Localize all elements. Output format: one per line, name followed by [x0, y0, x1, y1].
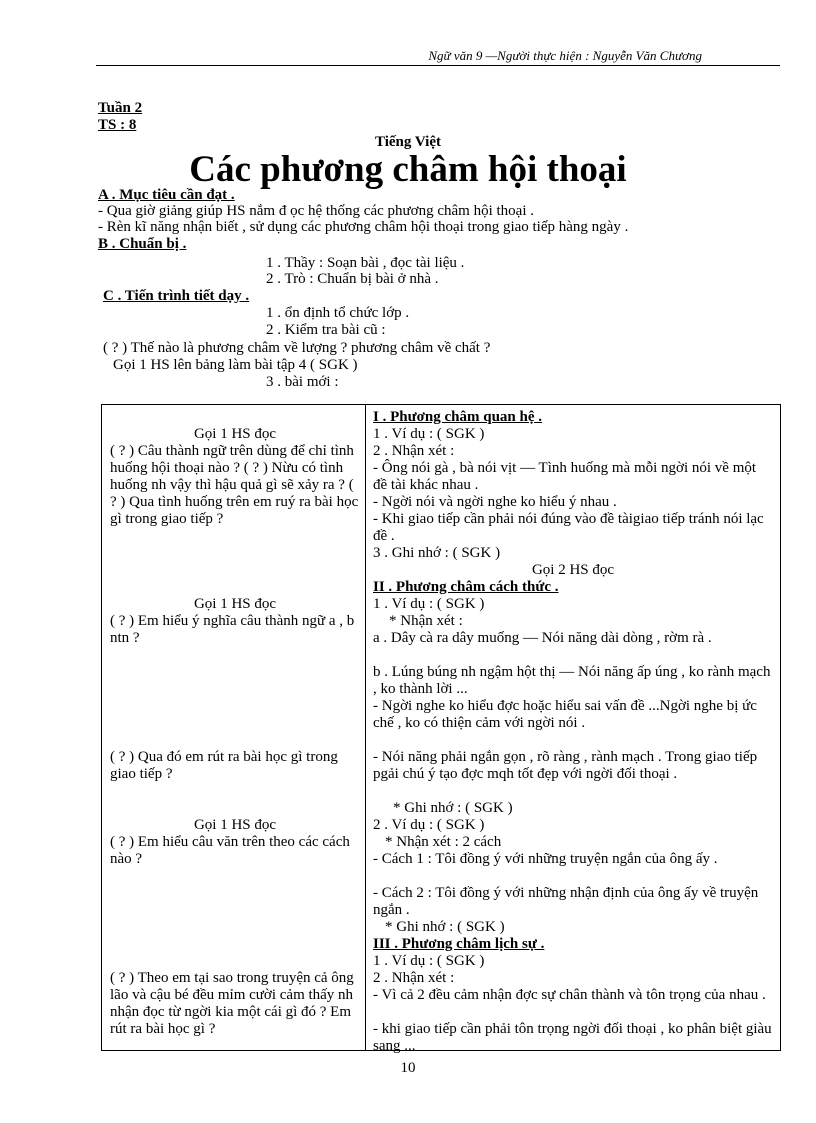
section-c-heading: C . Tiến trình tiết dạy . [103, 288, 250, 304]
right-line: * Ghi nhớ : ( SGK ) [385, 919, 505, 935]
right-line: - Ông nói gà , bà nói vịt — Tình huống mà mỗi ngời nói về một đề tài khác nhau . [373, 460, 757, 493]
right-line: - Nói năng phải ngắn gọn , rõ ràng , rành mạch . Trong giao tiếp pgải chú ý tạo đợc mqh tốt đẹp với ngời đối thoại . [373, 749, 758, 782]
column-divider [365, 405, 366, 1050]
left-question-4: ( ? ) Em hiểu câu văn trên theo các cách nào ? [110, 834, 350, 867]
principle-manner-heading: II . Phương châm cách thức . [373, 579, 559, 595]
left-question-1: ( ? ) Câu thành ngữ trên dùng để chỉ tình huống hội thoại nào ? ( ? ) Nừu có tình huống nh vậy thì hậu quả gì sẽ xảy ra ? ( ? ) Qua tình huống trên em ruý ra bài học gì trong giao tiếp ? [110, 443, 359, 527]
right-line: 3 . Ghi nhớ : ( SGK ) [373, 545, 501, 561]
left-call-2: Gọi 1 HS đọc [193, 596, 277, 612]
section-a-line-2: - Rèn kĩ năng nhận biết , sử dụng các phương châm hội thoại trong giao tiếp hàng ngày . [98, 219, 629, 235]
review-question: ( ? ) Thế nào là phương châm về lượng ? phương châm về chất ? [103, 340, 491, 356]
right-line: a . Dây cà ra dây muống — Nói năng dài dòng , rờm rà . [373, 630, 712, 646]
right-line: 2 . Nhận xét : [373, 443, 455, 459]
page-number: 10 [400, 1060, 416, 1076]
section-b-line-2: 2 . Trò : Chuẩn bị bài ở nhà . [266, 271, 439, 287]
right-line: - Cách 1 : Tôi đồng ý với những truyện ngắn của ông ấy . [373, 851, 718, 867]
lesson-label: TS : 8 [98, 117, 137, 133]
right-line: - Ngời nghe ko hiểu đợc hoặc hiểu sai vấn đề ...Ngời nghe bị ức chế , ko có thiện cảm với ngời nói . [373, 698, 757, 731]
page-title: Các phương châm hội thoại [189, 149, 627, 190]
left-question-3: ( ? ) Qua đó em rút ra bài học gì trong giao tiếp ? [110, 749, 338, 782]
new-lesson-label: 3 . bài mới : [266, 374, 339, 390]
right-line: - khi giao tiếp cần phải tôn trọng ngời đối thoại , ko phân biệt giàu sang ... [373, 1021, 772, 1054]
week-label: Tuần 2 [98, 100, 143, 116]
right-line: 1 . Ví dụ : ( SGK ) [373, 953, 485, 969]
principle-relation-heading: I . Phương châm quan hệ . [373, 409, 543, 425]
right-line: 1 . Ví dụ : ( SGK ) [373, 596, 485, 612]
right-line: b . Lúng búng nh ngậm hột thị — Nói năng ấp úng , ko rành mạch , ko thành lời ... [373, 664, 771, 697]
header-text: Ngữ văn 9 —Người thực hiện : Nguyễn Văn Chương [428, 48, 702, 63]
subject-heading: Tiếng Việt [375, 134, 441, 150]
section-c-line-1: 1 . ổn định tổ chức lớp . [266, 305, 410, 321]
right-line: 1 . Ví dụ : ( SGK ) [373, 426, 485, 442]
left-question-2: ( ? ) Em hiểu ý nghĩa câu thành ngữ a , b ntn ? [110, 613, 355, 646]
lesson-table [101, 404, 781, 1054]
left-question-5: ( ? ) Theo em tại sao trong truyện cả ông lão và cậu bé đều mỉm cười cảm thấy nh nhận đọc từ ngời kia một cái gì đó ? Em rút ra bài học gì ? [110, 970, 354, 1037]
right-line: * Ghi nhớ : ( SGK ) [393, 800, 513, 816]
right-line: - Khi giao tiếp cần phải nói đúng vào đề tàigiao tiếp tránh nói lạc đề . [373, 511, 764, 544]
left-call-3: Gọi 1 HS đọc [193, 817, 277, 833]
section-b-heading: B . Chuẩn bị . [98, 236, 187, 252]
section-a-heading: A . Mục tiêu cần đạt . [98, 187, 235, 203]
right-line: 2 . Ví dụ : ( SGK ) [373, 817, 485, 833]
right-line: * Nhận xét : 2 cách [385, 834, 502, 850]
section-b-line-1: 1 . Thầy : Soạn bài , đọc tài liệu . [266, 255, 465, 271]
left-call-1: Gọi 1 HS đọc [193, 426, 277, 442]
right-line: - Cách 2 : Tôi đồng ý với những nhận định của ông ấy về truyện ngắn . [373, 885, 759, 918]
review-call: Gọi 1 HS lên bảng làm bài tập 4 ( SGK ) [113, 357, 358, 373]
section-c-line-2: 2 . Kiểm tra bài cũ : [266, 322, 386, 338]
page-header [96, 48, 780, 66]
right-call: Gọi 2 HS đọc [531, 562, 615, 578]
right-line: 2 . Nhận xét : [373, 970, 455, 986]
section-a-line-1: - Qua giờ giảng giúp HS nắm đ ọc hệ thống các phương châm hội thoại . [98, 203, 534, 219]
right-line: - Vì cả 2 đều cảm nhận đợc sự chân thành và tôn trọng của nhau . [373, 987, 766, 1003]
principle-politeness-heading: III . Phương châm lịch sự . [373, 936, 545, 952]
right-line: * Nhận xét : [389, 613, 463, 629]
right-line: - Ngời nói và ngời nghe ko hiểu ý nhau . [373, 494, 617, 510]
